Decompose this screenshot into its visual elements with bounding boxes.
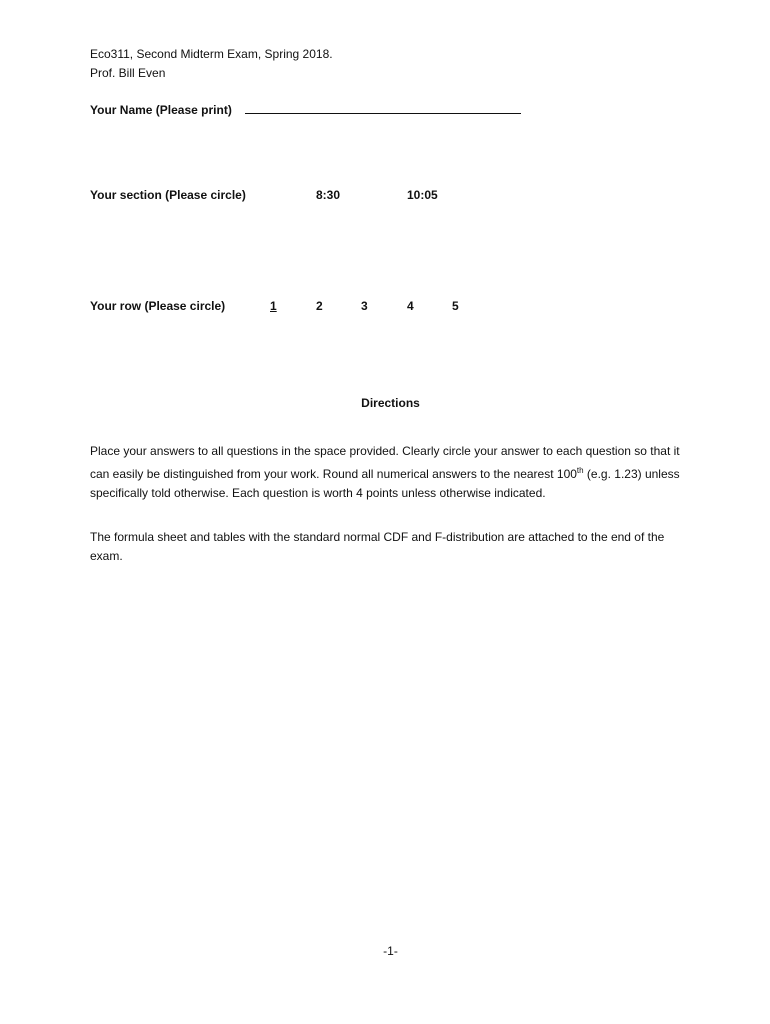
page-number: -1- [383,944,398,958]
name-blank-line[interactable] [245,101,521,114]
exam-title-line: Eco311, Second Midterm Exam, Spring 2018. [90,47,333,61]
directions-paragraph [90,442,690,503]
directions-paragraph-text-cont: (e.g. 1.23) unless specifically told otherwise. Each question is worth 4 points unless otherwise indicated. [90,467,680,500]
section-option-830[interactable]: 8:30 [316,188,341,202]
formula-sheet-note: The formula sheet and tables with the standard normal CDF and F-distribution are attached to the end of the exam. [90,530,665,563]
section-field-label: Your section (Please circle) [90,188,246,202]
row-option-1[interactable]: 1 [270,299,277,313]
ordinal-superscript: th [576,466,584,475]
row-option-4[interactable]: 4 [407,299,414,313]
section-option-1005[interactable]: 10:05 [407,188,438,202]
row-option-5[interactable]: 5 [452,299,459,313]
row-option-2[interactable]: 2 [316,299,323,313]
directions-heading: Directions [361,396,420,410]
row-field-label: Your row (Please circle) [90,299,226,313]
name-field-label: Your Name (Please print) [90,103,232,117]
name-field-row [90,101,521,117]
row-option-3[interactable]: 3 [361,299,368,313]
directions-paragraph-text: Place your answers to all questions in the space provided. Clearly circle your answer to each question so that it can easily be distinguished from your work. Round all numerical answers to the nearest 100 [90,444,680,481]
professor-line: Prof. Bill Even [90,66,166,80]
